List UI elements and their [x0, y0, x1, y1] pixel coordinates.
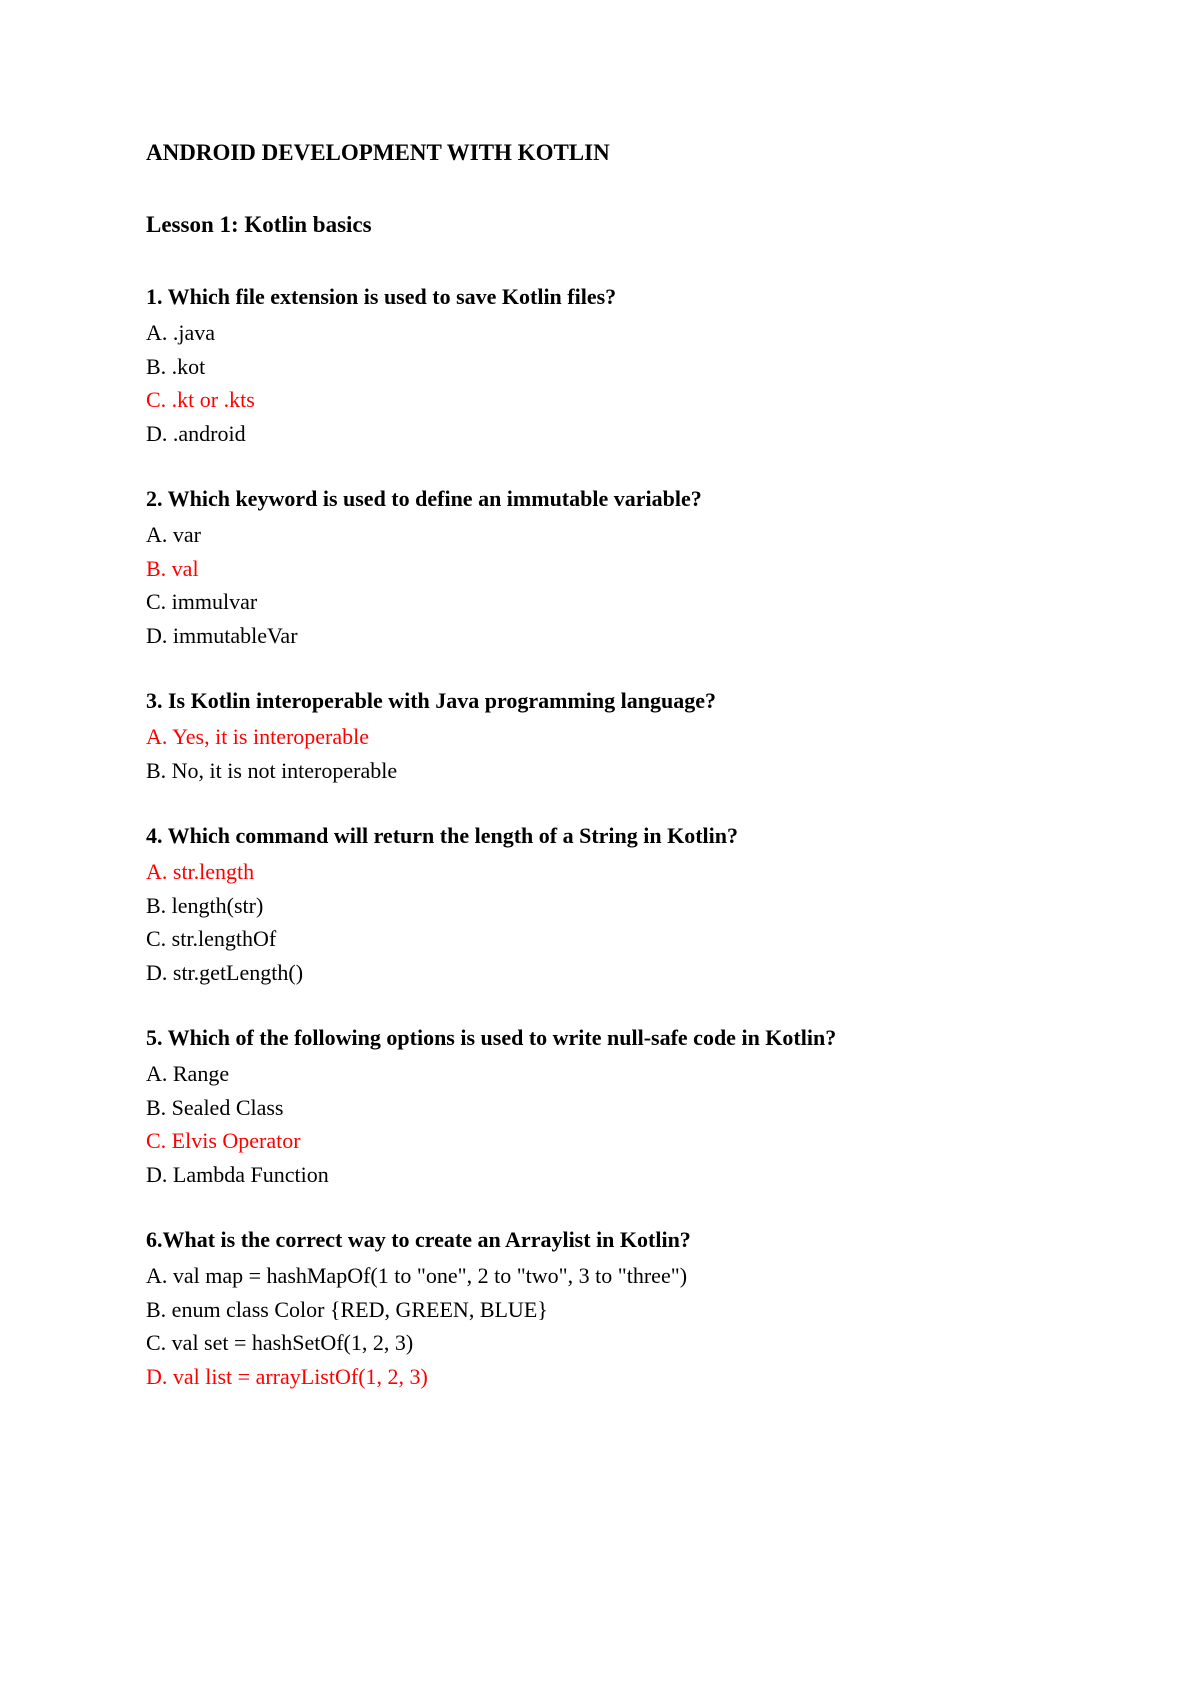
correct-option: A. str.length	[146, 859, 255, 884]
question-text: 1. Which file extension is used to save Kotlin files?	[146, 284, 617, 309]
option: A. Range	[146, 1061, 230, 1086]
option: A. .java	[146, 320, 216, 345]
question-block	[146, 686, 1086, 787]
document-page	[146, 138, 1086, 1427]
option: B. No, it is not interoperable	[146, 757, 398, 783]
option: B. Sealed Class	[146, 1094, 284, 1120]
option: D. Lambda Function	[146, 1161, 329, 1187]
question-block	[146, 1225, 1086, 1393]
question-text: 4. Which command will return the length of a String in Kotlin?	[146, 823, 739, 848]
correct-option: A. Yes, it is interoperable	[146, 724, 370, 749]
option-list	[146, 518, 1086, 652]
lesson-title: Lesson 1: Kotlin basics	[146, 212, 372, 237]
option: D. str.getLength()	[146, 959, 304, 985]
question-block	[146, 484, 1086, 652]
option: C. val set = hashSetOf(1, 2, 3)	[146, 1330, 414, 1355]
document-title: ANDROID DEVELOPMENT WITH KOTLIN	[146, 140, 610, 165]
question-text: 5. Which of the following options is used to write null-safe code in Kotlin?	[146, 1025, 837, 1050]
question-text: 3. Is Kotlin interoperable with Java programming language?	[146, 688, 716, 713]
option: B. .kot	[146, 353, 206, 379]
correct-option: B. val	[146, 555, 199, 581]
question-block	[146, 1023, 1086, 1191]
option-list	[146, 1259, 1086, 1393]
option-list	[146, 855, 1086, 989]
option-list	[146, 316, 1086, 450]
question-text: 6.What is the correct way to create an Arraylist in Kotlin?	[146, 1227, 691, 1252]
option-list	[146, 720, 1086, 787]
question-block	[146, 821, 1086, 989]
option: A. var	[146, 522, 201, 547]
option: B. enum class Color {RED, GREEN, BLUE}	[146, 1296, 548, 1322]
correct-option: D. val list = arrayListOf(1, 2, 3)	[146, 1363, 428, 1389]
correct-option: C. Elvis Operator	[146, 1128, 301, 1153]
option: C. immulvar	[146, 589, 258, 614]
option-list	[146, 1057, 1086, 1191]
question-text: 2. Which keyword is used to define an immutable variable?	[146, 486, 702, 511]
option: B. length(str)	[146, 892, 264, 918]
question-block	[146, 282, 1086, 450]
option: C. str.lengthOf	[146, 926, 277, 951]
option: D. immutableVar	[146, 622, 298, 648]
option: D. .android	[146, 420, 246, 446]
option: A. val map = hashMapOf(1 to "one", 2 to "two", 3 to "three")	[146, 1263, 688, 1288]
correct-option: C. .kt or .kts	[146, 387, 255, 412]
